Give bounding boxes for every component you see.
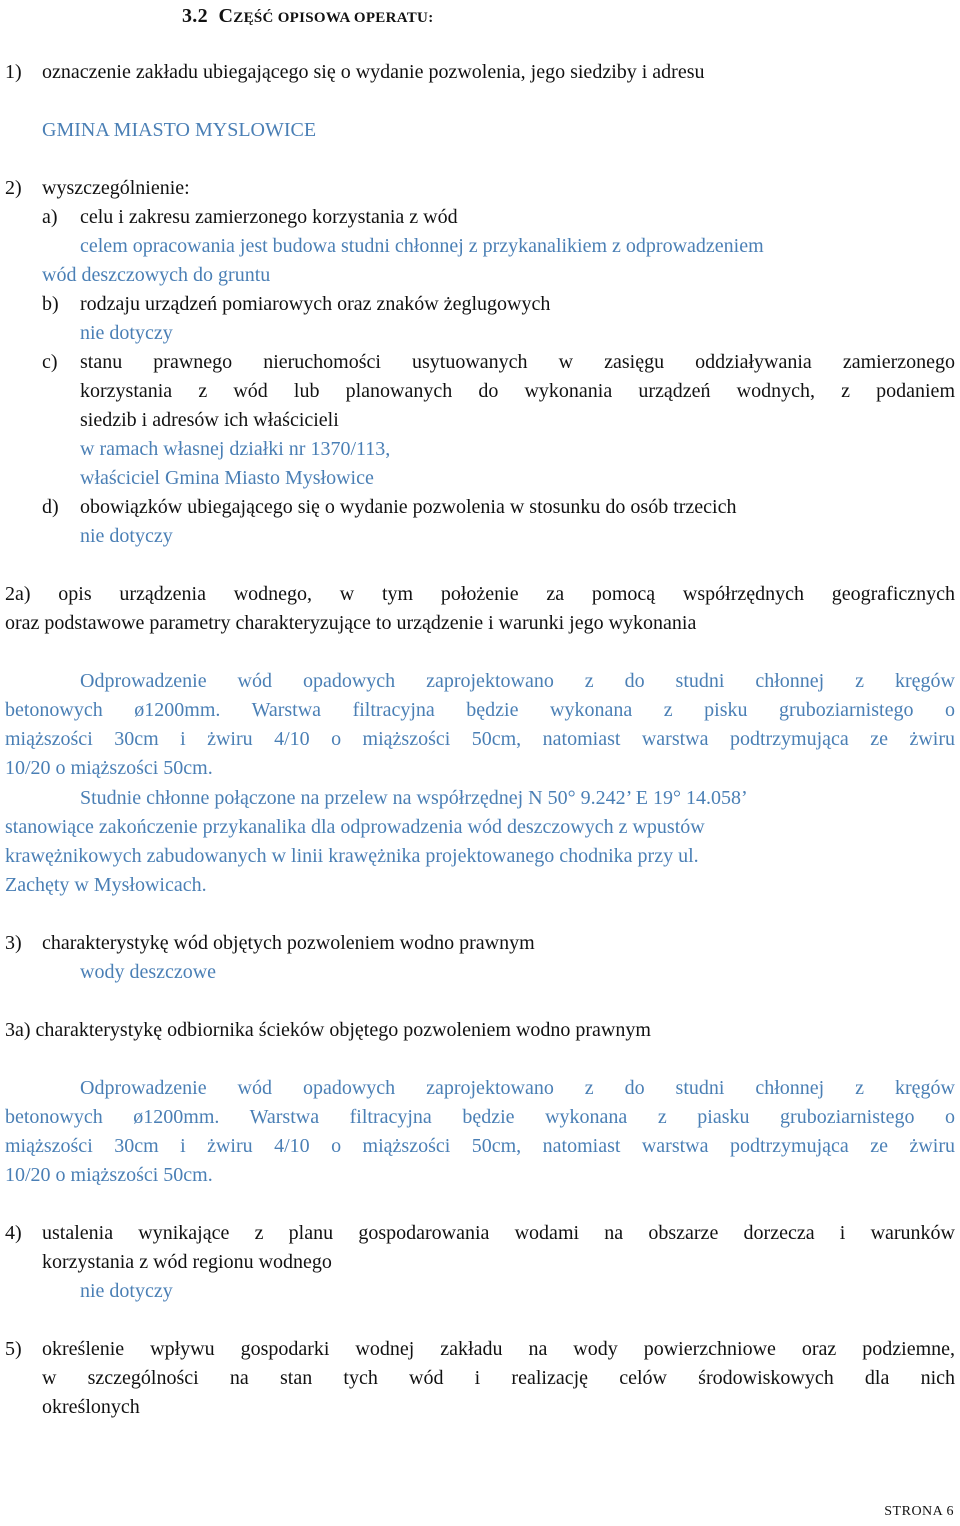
item-3a-answer-line: betonowych ø1200mm. Warstwa filtracyjna będzie wykonana z piasku gruboziarnistego o [5,1106,955,1128]
item-4-text-line: ustalenia wynikające z planu gospodarowania wodami na obszarze dorzecza i warunków [42,1222,955,1244]
item-2c-answer-line: w ramach własnej działki nr 1370/113, [80,438,391,460]
item-2d-text: obowiązków ubiegającego się o wydanie pozwolenia w stosunku do osób trzecich [80,496,737,518]
item-2a-main-answer-line: betonowych ø1200mm. Warstwa filtracyjna będzie wykonana z pisku gruboziarnistego o [5,699,955,721]
item-2c-text-line: stanu prawnego nieruchomości usytuowanych w zasięgu oddziaływania zamierzonego [80,351,955,373]
item-2a-main-answer-line: Zachęty w Mysłowicach. [5,874,207,896]
item-3a-answer-line: miąższości 30cm i żwiru 4/10 o miąższości 50cm, natomiast warstwa podtrzymująca ze żwiru [5,1135,955,1157]
item-2b-label: b) [42,293,59,315]
item-2a-answer-line: celem opracowania jest budowa studni chłonnej z przykanalikiem z odprowadzeniem [80,235,764,257]
item-2a-main-answer-line: miąższości 30cm i żwiru 4/10 o miąższości 50cm, natomiast warstwa podtrzymująca ze żwiru [5,728,955,750]
item-3a-text: 3a) charakterystykę odbiornika ścieków objętego pozwoleniem wodno prawnym [5,1019,651,1041]
item-2a-main-answer-line: Odprowadzenie wód opadowych zaprojektowano z do studni chłonnej z kręgów [80,670,955,692]
item-2a-answer-line: wód deszczowych do gruntu [42,264,271,286]
section-title-initial: C [218,5,234,27]
page-number-footer: STRONA 6 [884,1504,954,1519]
item-2c-text-line: siedzib i adresów ich właścicieli [80,409,339,431]
section-title [182,2,434,33]
item-2c-answer-line: właściciel Gmina Miasto Mysłowice [80,467,374,489]
item-4-number: 4) [5,1222,22,1244]
item-2-number: 2) [5,177,22,199]
item-3a-answer-line: Odprowadzenie wód opadowych zaprojektowano z do studni chłonnej z kręgów [80,1077,955,1099]
item-2d-label: d) [42,496,59,518]
item-3-answer: wody deszczowe [80,961,217,983]
item-2a-main-text-line: 2a) opis urządzenia wodnego, w tym położenie za pomocą współrzędnych geograficznych [5,583,955,605]
item-2c-label: c) [42,351,58,373]
section-title-rest: ZĘŚĆ OPISOWA OPERATU: [233,10,434,26]
item-5-text-line: określonych [42,1396,140,1418]
item-4-text-line: korzystania z wód regionu wodnego [42,1251,332,1273]
item-5-text-line: określenie wpływu gospodarki wodnej zakładu na wody powierzchniowe oraz podziemne, [42,1338,955,1360]
item-2b-answer: nie dotyczy [80,322,173,344]
item-1-text: oznaczenie zakładu ubiegającego się o wydanie pozwolenia, jego siedziby i adresu [42,61,705,83]
item-2-text: wyszczególnienie: [42,177,190,199]
item-3-number: 3) [5,932,22,954]
item-3a-answer-line: 10/20 o miąższości 50cm. [5,1164,213,1186]
item-2a-main-answer-line: Studnie chłonne połączone na przelew na współrzędnej N 50° 9.242’ E 19° 14.058’ [80,787,748,809]
item-1-answer: GMINA MIASTO MYSLOWICE [42,119,317,141]
item-2a-main-answer-line: krawężnikowych zabudowanych w linii krawężnika projektowanego chodnika przy ul. [5,845,699,867]
item-2c-text-line: korzystania z wód lub planowanych do wykonania urządzeń wodnych, z podaniem [80,380,955,402]
item-1-number: 1) [5,61,22,83]
item-5-text-line: w szczególności na stan tych wód i realizację celów środowiskowych dla nich [42,1367,955,1389]
item-2a-main-answer-line: 10/20 o miąższości 50cm. [5,757,213,779]
section-title-number: 3.2 [182,5,208,27]
item-2b-text: rodzaju urządzeń pomiarowych oraz znaków żeglugowych [80,293,551,315]
item-2a-main-answer-line: stanowiące zakończenie przykanalika dla odprowadzenia wód deszczowych z wpustów [5,816,705,838]
item-4-answer: nie dotyczy [80,1280,173,1302]
item-2d-answer: nie dotyczy [80,525,173,547]
item-2a-text: celu i zakresu zamierzonego korzystania z wód [80,206,458,228]
item-3-text: charakterystykę wód objętych pozwoleniem wodno prawnym [42,932,535,954]
item-2a-label: a) [42,206,58,228]
item-5-number: 5) [5,1338,22,1360]
item-2a-main-text-line: oraz podstawowe parametry charakteryzujące to urządzenie i warunki jego wykonania [5,612,697,634]
